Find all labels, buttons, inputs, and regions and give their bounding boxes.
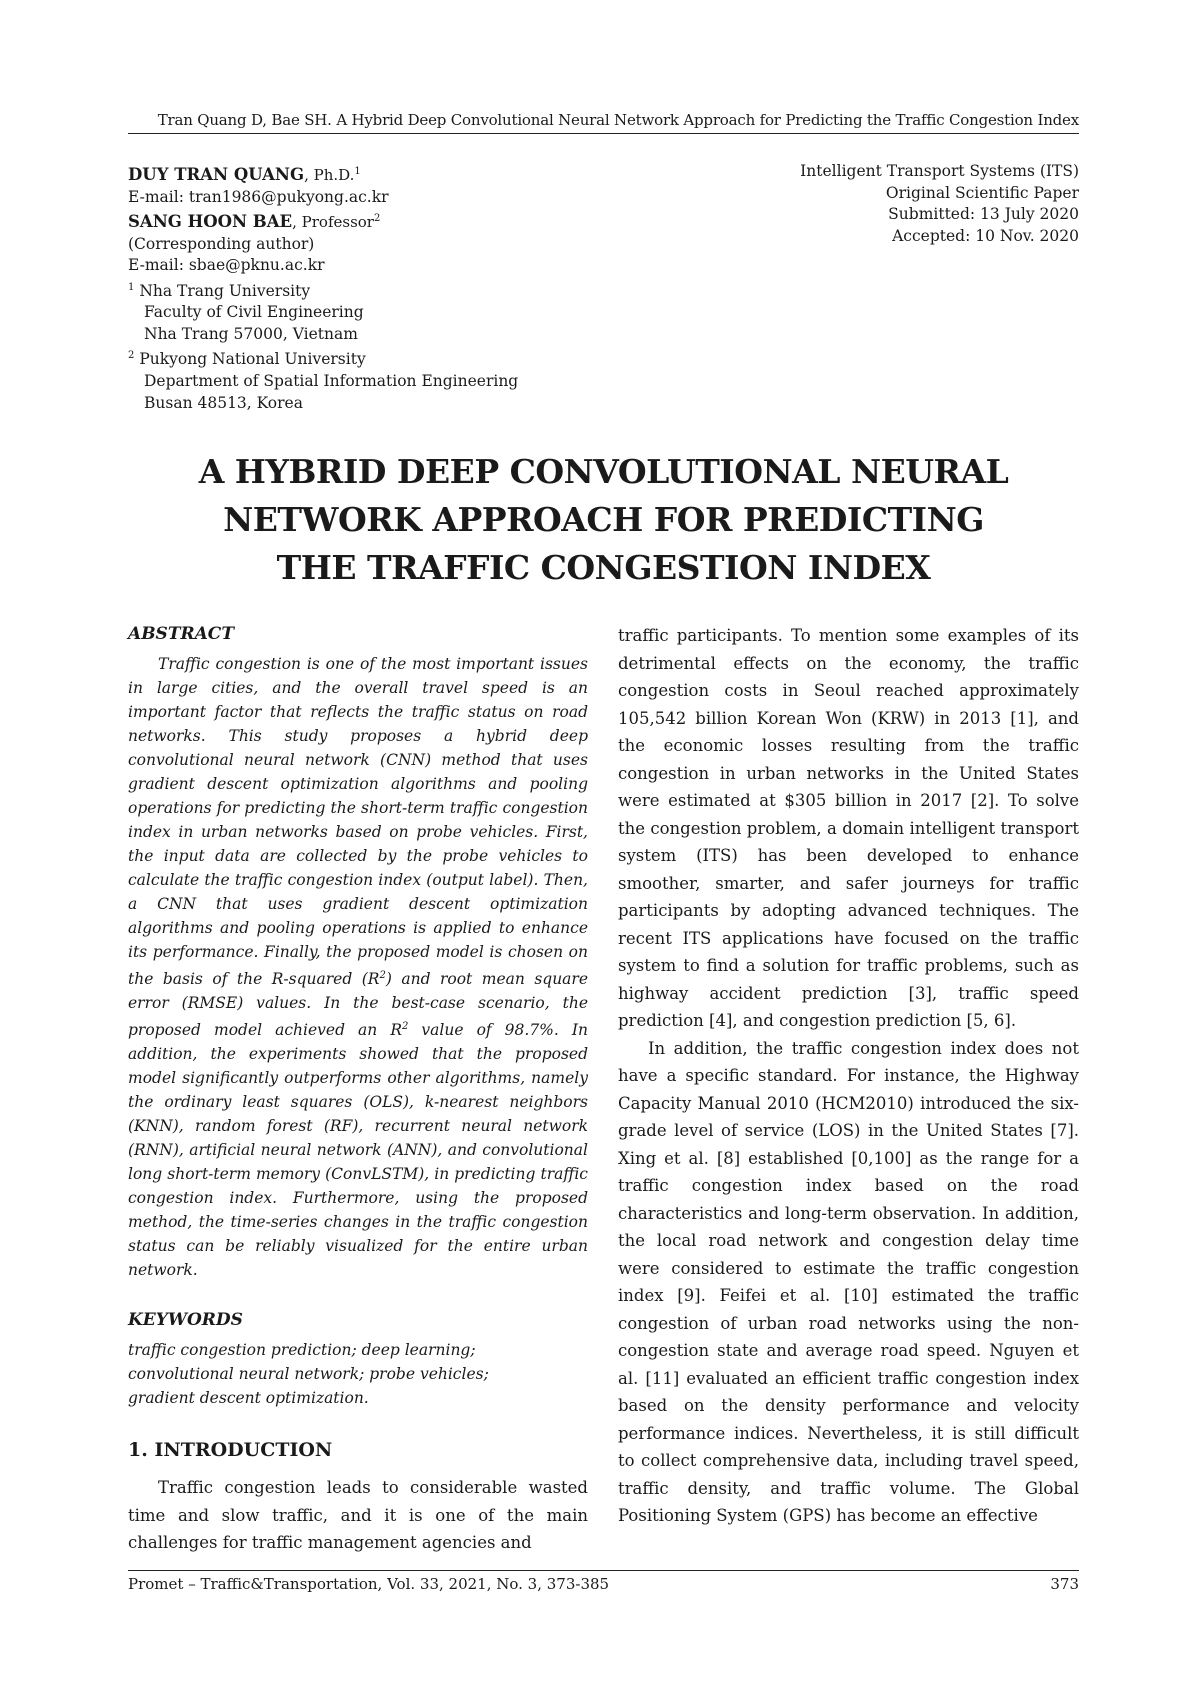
affiliation-1-sup: 1 <box>128 281 135 293</box>
affiliation-1-line1: Nha Trang University <box>139 281 311 300</box>
abstract-heading: ABSTRACT <box>128 624 234 644</box>
abstract-sup-2: 2 <box>402 1021 409 1033</box>
right-column <box>618 622 1079 1530</box>
footer-journal: Promet – Traffic&Transportation, Vol. 33, 2021, No. 3, 373-385 <box>128 1575 610 1593</box>
title-line-3: THE TRAFFIC CONGESTION INDEX <box>276 548 931 587</box>
author-block <box>128 161 628 414</box>
affiliation-1-line2: Faculty of Civil Engineering <box>144 303 364 322</box>
author-2 <box>128 208 628 234</box>
left-column <box>128 622 588 1557</box>
affiliation-2-line2: Department of Spatial Information Engineering <box>144 372 519 391</box>
affiliation-1 <box>128 277 628 303</box>
affiliation-2-line3: Busan 48513, Korea <box>144 393 303 412</box>
paper-title <box>128 448 1079 592</box>
body-paragraph-2: In addition, the traffic congestion index does not have a specific standard. For instance, the Highway Capacity Manual 2010 (HCM2010) introduced the six-grade level of service (LOS) in the United States [7]. Xing et al. [8] established [0,100] as the range for a traffic congestion index based on the road characteristics and long-term observation. In addition, the local road network and congestion delay time were considered to estimate the traffic congestion index [9]. Feifei et al. [10] estimated the traffic congestion of urban road networks using the non-congestion state and average road speed. Nguyen et al. [11] evaluated an efficient traffic congestion index based on the density performance and velocity performance indices. Nevertheless, it is still difficult to collect comprehensive data, including travel speed, traffic density, and traffic volume. The Global Positioning System (GPS) has become an effective <box>618 1038 1079 1525</box>
abstract-text <box>128 652 588 1282</box>
meta-accepted: Accepted: 10 Nov. 2020 <box>892 226 1079 245</box>
abstract-part-1: Traffic congestion is one of the most important issues in large cities, and the overall travel speed is an important factor that reflects the traffic status on road networks. This study proposes a hybrid deep convolutional neural network (CNN) method that uses gradient descent optimization algorithms and pooling operations for predicting the short-term traffic congestion index in urban networks based on probe vehicles. First, the input data are collected by the probe vehicles to calculate the traffic congestion index (output label). Then, a CNN that uses gradient descent optimization algorithms and pooling operations is applied to enhance its performance. Finally, the proposed model is chosen on the basis of the R-squared (R <box>128 655 588 989</box>
keywords-heading: KEYWORDS <box>128 1310 243 1331</box>
abstract-part-3: value of 98.7%. In addition, the experiments showed that the proposed model significantly outperforms other algorithms, namely the ordinary least squares (OLS), k-nearest neighbors (KNN), random forest (RF), recurrent neural network (RNN), artificial neural network (ANN), and convolutional long short-term memory (ConvLSTM), in predicting traffic congestion index. Furthermore, using the proposed method, the time-series changes in the traffic congestion status can be reliably visualized for the entire urban network. <box>128 1021 588 1280</box>
introduction-heading: 1. INTRODUCTION <box>128 1439 333 1462</box>
author-2-role: , Professor <box>292 213 374 232</box>
keywords-line-2: convolutional neural network; probe vehicles; <box>128 1365 489 1384</box>
abstract-sup-1: 2 <box>379 970 386 981</box>
title-line-1: A HYBRID DEEP CONVOLUTIONAL NEURAL <box>198 452 1009 491</box>
paper-meta <box>730 161 1079 247</box>
keywords-line-3: gradient descent optimization. <box>128 1389 369 1408</box>
author-2-email: E-mail: sbae@pknu.ac.kr <box>128 256 325 275</box>
author-1-sup: 1 <box>354 166 361 177</box>
meta-type: Original Scientific Paper <box>885 183 1079 202</box>
affiliation-2 <box>128 345 628 371</box>
running-head: Tran Quang D, Bae SH. A Hybrid Deep Convolutional Neural Network Approach for Predicting the Traffic Congestion Index <box>128 111 1079 134</box>
author-1-name: DUY TRAN QUANG <box>128 165 305 185</box>
affiliation-1-line3: Nha Trang 57000, Vietnam <box>144 324 358 343</box>
corresponding-note: (Corresponding author) <box>128 234 315 253</box>
meta-field: Intelligent Transport Systems (ITS) <box>800 162 1079 180</box>
author-1-role: , Ph.D. <box>304 166 355 185</box>
author-1-email: E-mail: tran1986@pukyong.ac.kr <box>128 187 389 206</box>
title-line-2: NETWORK APPROACH FOR PREDICTING <box>223 500 984 539</box>
keywords-line-1: traffic congestion prediction; deep learning; <box>128 1341 476 1360</box>
author-2-name: SANG HOON BAE <box>128 212 293 232</box>
affiliation-2-line1: Pukyong National University <box>139 350 366 369</box>
meta-submitted: Submitted: 13 July 2020 <box>888 205 1079 223</box>
author-1 <box>128 161 628 187</box>
body-paragraph-1: traffic participants. To mention some examples of its detrimental effects on the economy, the traffic congestion costs in Seoul reached approximately 105,542 billion Korean Won (KRW) in 2013 [1], and the economic losses resulting from the traffic congestion in urban networks in the United States were estimated at $305 billion in 2017 [2]. To solve the congestion problem, a domain intelligent transport system (ITS) has been developed to enhance smoother, smarter, and safer journeys for traffic participants by adopting advanced techniques. The recent ITS applications have focused on the traffic system to find a solution for traffic problems, such as highway accident prediction [3], traffic speed prediction [4], and congestion prediction [5, 6]. <box>618 626 1079 1030</box>
footer-rule <box>128 1570 1079 1571</box>
abstract-part-2: ) and root mean square error (RMSE) values. In the best-case scenario, the proposed model achieved an R <box>128 970 589 1040</box>
author-2-sup: 2 <box>373 213 381 225</box>
page-number: 373 <box>1050 1575 1079 1593</box>
introduction-paragraph: Traffic congestion leads to considerable wasted time and slow traffic, and it is one of the main challenges for traffic management agencies and <box>128 1478 588 1553</box>
affiliation-2-sup: 2 <box>128 350 135 362</box>
